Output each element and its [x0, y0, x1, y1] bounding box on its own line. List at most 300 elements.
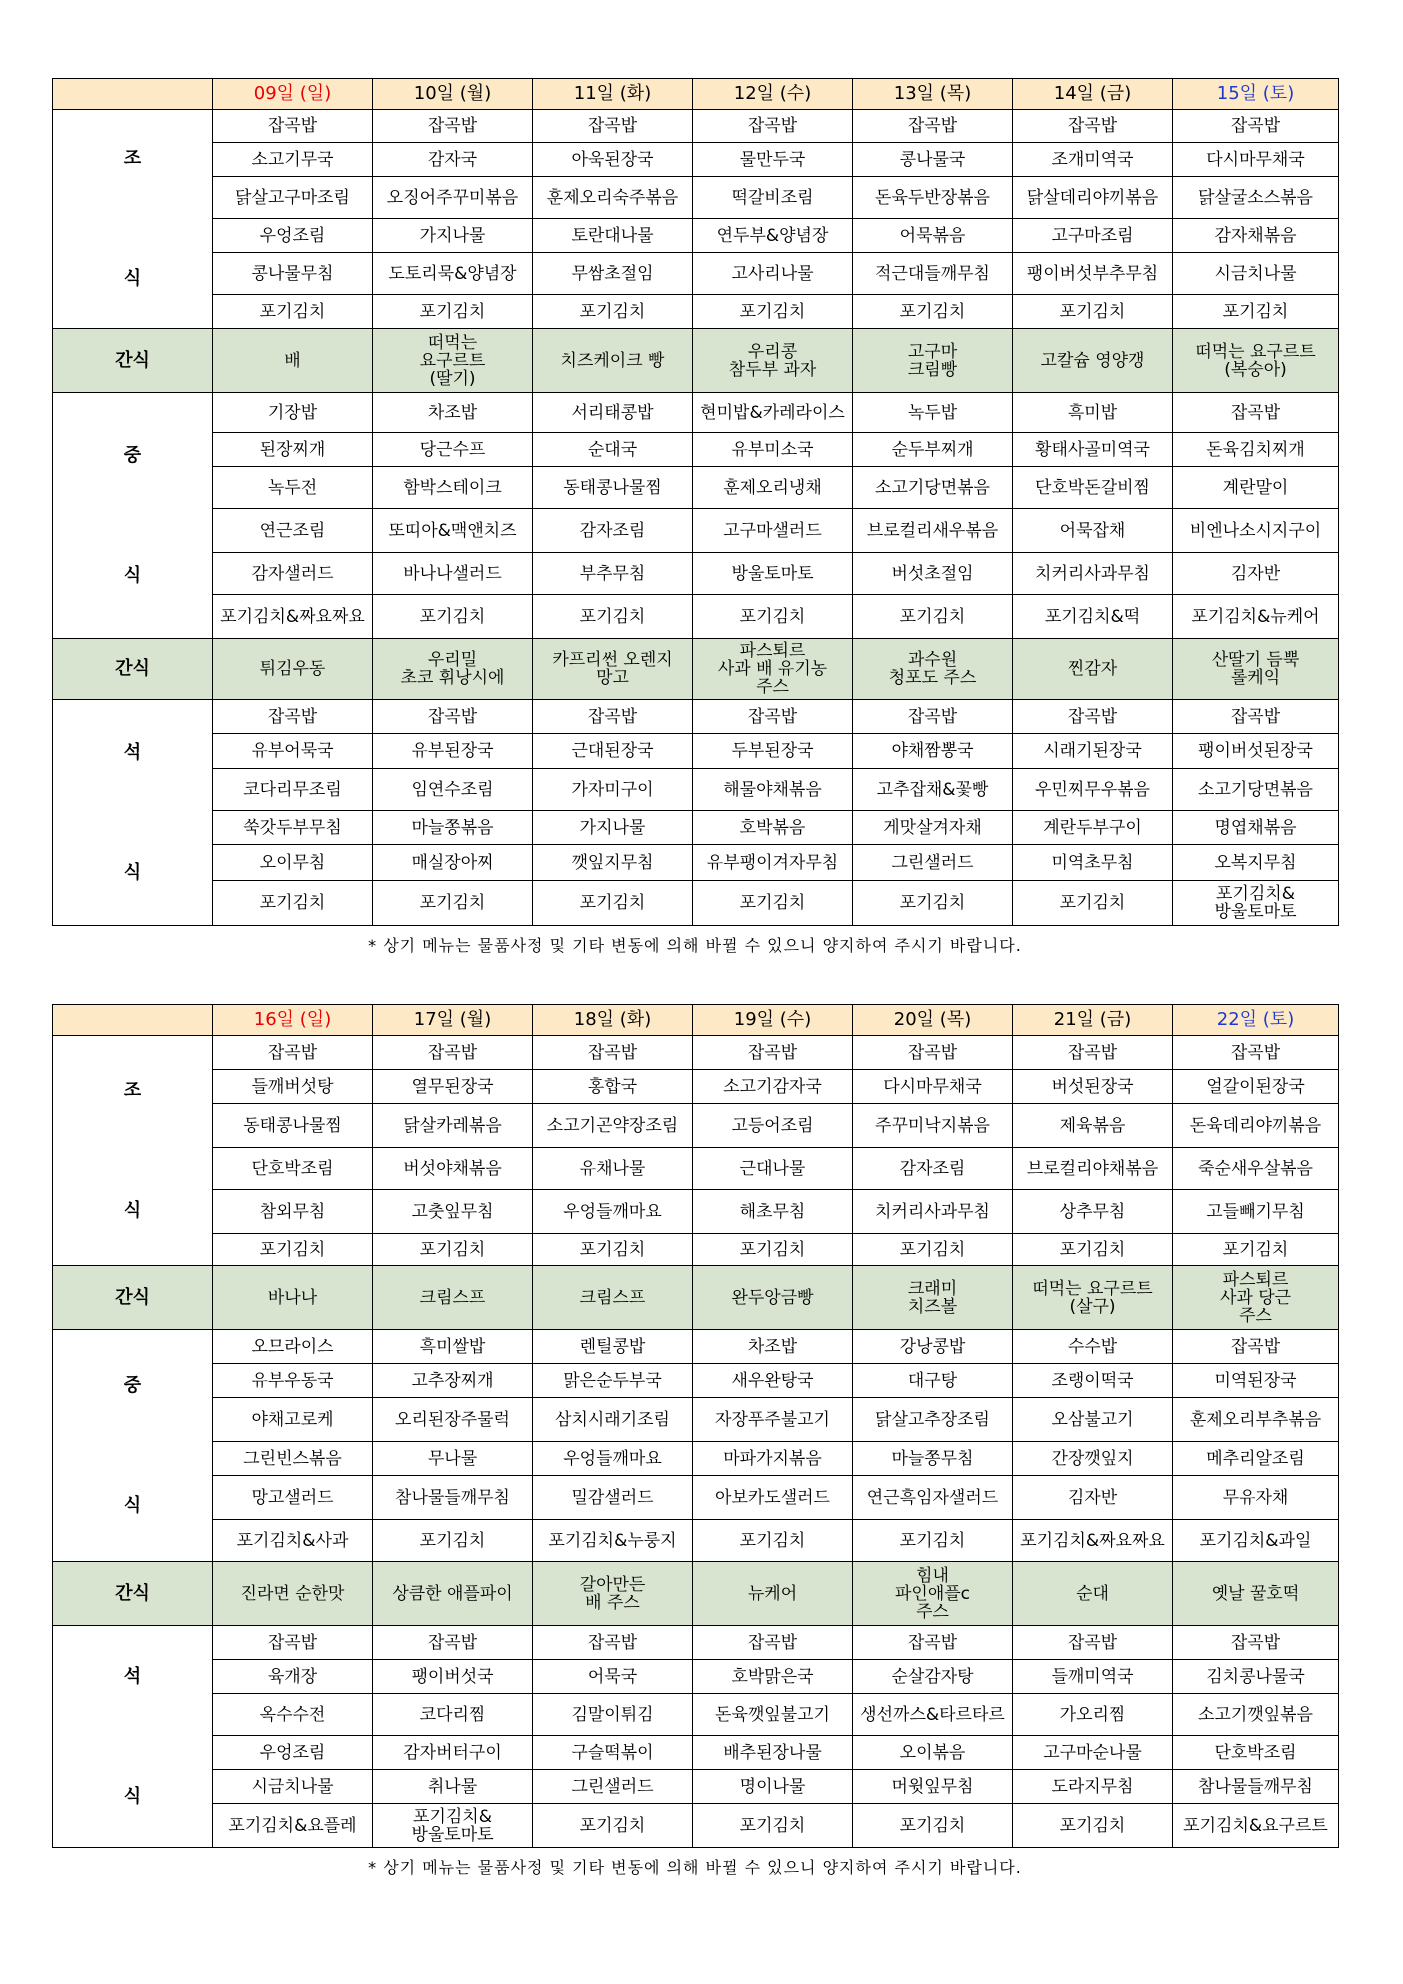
menu-item: 잡곡밥: [373, 1036, 533, 1070]
menu-item: 콩나물국: [853, 143, 1013, 177]
menu-item: 포기김치: [853, 595, 1013, 639]
menu-item: 감자국: [373, 143, 533, 177]
menu-item: 동태콩나물찜: [213, 1104, 373, 1148]
menu-item: 잡곡밥: [213, 1626, 373, 1660]
menu-item: 콩나물무침: [213, 253, 373, 295]
day-header: 13일 (목): [853, 79, 1013, 110]
menu-item: 계란말이: [1173, 467, 1339, 509]
meal-row: [53, 1070, 1339, 1104]
menu-item: 포기김치&짜요짜요: [1013, 1520, 1173, 1562]
menu-item: 메추리알조림: [1173, 1442, 1339, 1476]
menu-item: 팽이버섯된장국: [1173, 734, 1339, 769]
menu-item: 잡곡밥: [693, 110, 853, 143]
menu-item: 오복지무침: [1173, 845, 1339, 881]
day-header: 15일 (토): [1173, 79, 1339, 110]
meal-label: 중 식: [53, 1330, 213, 1562]
meal-row: [53, 734, 1339, 769]
menu-item: 부추무침: [533, 553, 693, 595]
meal-row: [53, 177, 1339, 219]
menu-item: 우리밀 초코 휘낭시에: [373, 639, 533, 700]
menu-item: 훈제오리숙주볶음: [533, 177, 693, 219]
menu-item: 고추잡채&꽃빵: [853, 769, 1013, 811]
menu-item: 기장밥: [213, 393, 373, 433]
menu-item: 팽이버섯국: [373, 1660, 533, 1694]
menu-item: 튀김우동: [213, 639, 373, 700]
menu-item: 포기김치: [373, 595, 533, 639]
menu-item: 시래기된장국: [1013, 734, 1173, 769]
menu-item: 참나물들깨무침: [1173, 1770, 1339, 1804]
menu-item: 브로컬리새우볶음: [853, 509, 1013, 553]
meal-row: [53, 881, 1339, 926]
menu-item: 참외무침: [213, 1190, 373, 1234]
menu-item: 포기김치&누룽지: [533, 1520, 693, 1562]
menu-item: 잡곡밥: [1013, 110, 1173, 143]
menu-item: 연근조림: [213, 509, 373, 553]
menu-item: 버섯초절임: [853, 553, 1013, 595]
menu-item: 잡곡밥: [533, 700, 693, 734]
menu-item: 당근수프: [373, 433, 533, 467]
menu-item: 김치콩나물국: [1173, 1660, 1339, 1694]
menu-item: 코다리무조림: [213, 769, 373, 811]
menu-item: 포기김치&떡: [1013, 595, 1173, 639]
menu-item: 제육볶음: [1013, 1104, 1173, 1148]
week-2-table: [52, 1004, 1339, 1848]
menu-item: 파스퇴르 사과 당근 주스: [1173, 1266, 1339, 1330]
meal-row: [53, 1442, 1339, 1476]
menu-item: 단호박돈갈비찜: [1013, 467, 1173, 509]
menu-item: 동태콩나물찜: [533, 467, 693, 509]
day-header: 18일 (화): [533, 1005, 693, 1036]
menu-item: 흑미쌀밥: [373, 1330, 533, 1364]
menu-item: 힘내 파인애플c 주스: [853, 1562, 1013, 1626]
meal-row: [53, 769, 1339, 811]
menu-item: 그린샐러드: [853, 845, 1013, 881]
menu-item: 흑미밥: [1013, 393, 1173, 433]
menu-item: 카프리썬 오렌지 망고: [533, 639, 693, 700]
menu-item: 순살감자탕: [853, 1660, 1013, 1694]
menu-item: 가오리찜: [1013, 1694, 1173, 1736]
menu-item: 치커리사과무침: [853, 1190, 1013, 1234]
menu-item: 포기김치: [853, 295, 1013, 329]
menu-item: 잡곡밥: [1173, 110, 1339, 143]
menu-item: 소고기감자국: [693, 1070, 853, 1104]
snack-row: [53, 329, 1339, 393]
meal-label: 간식: [53, 1562, 213, 1626]
menu-item: 잡곡밥: [533, 1036, 693, 1070]
menu-item: 물만두국: [693, 143, 853, 177]
menu-item: 잡곡밥: [1173, 1626, 1339, 1660]
snack-row: [53, 1562, 1339, 1626]
menu-item: 김자반: [1173, 553, 1339, 595]
menu-item: 갈아만든 배 주스: [533, 1562, 693, 1626]
menu-item: 옥수수전: [213, 1694, 373, 1736]
menu-item: 들깨버섯탕: [213, 1070, 373, 1104]
menu-item: 두부된장국: [693, 734, 853, 769]
menu-item: 밀감샐러드: [533, 1476, 693, 1520]
menu-item: 포기김치: [693, 595, 853, 639]
menu-item: 고구마샐러드: [693, 509, 853, 553]
menu-item: 배추된장나물: [693, 1736, 853, 1770]
menu-item: 유부된장국: [373, 734, 533, 769]
menu-item: 고구마조림: [1013, 219, 1173, 253]
menu-item: 삼치시래기조림: [533, 1398, 693, 1442]
menu-change-notice: * 상기 메뉴는 물품사정 및 기타 변동에 의해 바뀔 수 있으니 양지하여 주시기 바랍니다.: [368, 1858, 1022, 1877]
menu-item: 유부어묵국: [213, 734, 373, 769]
menu-item: 오삼불고기: [1013, 1398, 1173, 1442]
menu-item: 다시마무채국: [853, 1070, 1013, 1104]
day-header: 09일 (일): [213, 79, 373, 110]
menu-item: 호박볶음: [693, 811, 853, 845]
day-header: 21일 (금): [1013, 1005, 1173, 1036]
menu-item: 우리콩 참두부 과자: [693, 329, 853, 393]
meal-row: [53, 1036, 1339, 1070]
menu-item: 순두부찌개: [853, 433, 1013, 467]
menu-item: 치커리사과무침: [1013, 553, 1173, 595]
meal-row: [53, 1520, 1339, 1562]
menu-item: 잡곡밥: [373, 110, 533, 143]
day-header: 16일 (일): [213, 1005, 373, 1036]
menu-item: 고사리나물: [693, 253, 853, 295]
menu-item: 포기김치: [853, 1520, 1013, 1562]
menu-item: 무쌈초절임: [533, 253, 693, 295]
menu-item: 방울토마토: [693, 553, 853, 595]
menu-item: 된장찌개: [213, 433, 373, 467]
menu-item: 잡곡밥: [1013, 1626, 1173, 1660]
menu-item: 새우완탕국: [693, 1364, 853, 1398]
menu-item: 포기김치: [373, 295, 533, 329]
menu-item: 마늘쫑볶음: [373, 811, 533, 845]
meal-row: [53, 509, 1339, 553]
menu-item: 찐감자: [1013, 639, 1173, 700]
menu-item: 잡곡밥: [853, 700, 1013, 734]
menu-item: 생선까스&타르타르: [853, 1694, 1013, 1736]
menu-item: 잡곡밥: [1173, 1330, 1339, 1364]
menu-item: 미역초무침: [1013, 845, 1173, 881]
menu-item: 참나물들깨무침: [373, 1476, 533, 1520]
menu-item: 포기김치&방울토마토: [1173, 881, 1339, 926]
menu-item: 포기김치: [213, 295, 373, 329]
menu-item: 포기김치&뉴케어: [1173, 595, 1339, 639]
menu-item: 돈육두반장볶음: [853, 177, 1013, 219]
menu-item: 도라지무침: [1013, 1770, 1173, 1804]
menu-item: 강낭콩밥: [853, 1330, 1013, 1364]
menu-item: 감자샐러드: [213, 553, 373, 595]
menu-item: 포기김치&짜요짜요: [213, 595, 373, 639]
menu-item: 돈육깻잎불고기: [693, 1694, 853, 1736]
menu-item: 포기김치: [533, 295, 693, 329]
menu-item: 포기김치: [373, 1234, 533, 1266]
menu-item: 황태사골미역국: [1013, 433, 1173, 467]
menu-item: 떠먹는 요구르트 (복숭아): [1173, 329, 1339, 393]
menu-item: 진라면 순한맛: [213, 1562, 373, 1626]
menu-item: 오이무침: [213, 845, 373, 881]
menu-item: 소고기곤약장조림: [533, 1104, 693, 1148]
day-header: 20일 (목): [853, 1005, 1013, 1036]
menu-item: 포기김치: [213, 1234, 373, 1266]
menu-item: 우엉조림: [213, 1736, 373, 1770]
menu-item: 연근흑임자샐러드: [853, 1476, 1013, 1520]
meal-row: [53, 845, 1339, 881]
menu-item: 버섯된장국: [1013, 1070, 1173, 1104]
meal-row: [53, 1660, 1339, 1694]
menu-item: 순대: [1013, 1562, 1173, 1626]
menu-item: 함박스테이크: [373, 467, 533, 509]
day-header: 19일 (수): [693, 1005, 853, 1036]
menu-item: 닭살고구마조림: [213, 177, 373, 219]
day-header-row: [53, 1005, 1339, 1036]
menu-item: 아욱된장국: [533, 143, 693, 177]
menu-item: 포기김치: [1013, 1804, 1173, 1848]
menu-item: 산딸기 듬뿍 롤케익: [1173, 639, 1339, 700]
menu-item: 팽이버섯부추무침: [1013, 253, 1173, 295]
menu-item: 조랭이떡국: [1013, 1364, 1173, 1398]
menu-item: 잡곡밥: [693, 1036, 853, 1070]
menu-item: 근대된장국: [533, 734, 693, 769]
menu-item: 김말이튀김: [533, 1694, 693, 1736]
menu-item: 명엽채볶음: [1173, 811, 1339, 845]
meal-row: [53, 1364, 1339, 1398]
menu-item: 우엉들깨마요: [533, 1190, 693, 1234]
menu-item: 홍합국: [533, 1070, 693, 1104]
menu-item: 우엉조림: [213, 219, 373, 253]
menu-item: 야채고로케: [213, 1398, 373, 1442]
menu-item: 포기김치: [853, 1804, 1013, 1848]
menu-item: 쑥갓두부무침: [213, 811, 373, 845]
meal-row: [53, 811, 1339, 845]
menu-item: 주꾸미낙지볶음: [853, 1104, 1013, 1148]
menu-item: 유부팽이겨자무침: [693, 845, 853, 881]
day-header: 14일 (금): [1013, 79, 1173, 110]
day-header: 12일 (수): [693, 79, 853, 110]
menu-item: 크래미 치즈볼: [853, 1266, 1013, 1330]
menu-item: 크림스프: [373, 1266, 533, 1330]
day-header: 10일 (월): [373, 79, 533, 110]
meal-row: [53, 253, 1339, 295]
menu-item: 떡갈비조림: [693, 177, 853, 219]
menu-item: 무유자채: [1173, 1476, 1339, 1520]
meal-row: [53, 700, 1339, 734]
menu-item: 크림스프: [533, 1266, 693, 1330]
menu-item: 잡곡밥: [1173, 1036, 1339, 1070]
menu-item: 녹두밥: [853, 393, 1013, 433]
menu-item: 잡곡밥: [853, 1036, 1013, 1070]
menu-item: 포기김치: [533, 595, 693, 639]
menu-item: 포기김치: [1013, 295, 1173, 329]
menu-change-notice: * 상기 메뉴는 물품사정 및 기타 변동에 의해 바뀔 수 있으니 양지하여 주시기 바랍니다.: [368, 936, 1022, 955]
menu-item: 포기김치: [213, 881, 373, 926]
meal-row: [53, 1804, 1339, 1848]
menu-item: 버섯야채볶음: [373, 1148, 533, 1190]
menu-item: 가지나물: [533, 811, 693, 845]
menu-item: 돈육김치찌개: [1173, 433, 1339, 467]
menu-item: 닭살고추장조림: [853, 1398, 1013, 1442]
menu-item: 단호박조림: [1173, 1736, 1339, 1770]
menu-item: 브로컬리야채볶음: [1013, 1148, 1173, 1190]
menu-item: 비엔나소시지구이: [1173, 509, 1339, 553]
header-corner-cell: [53, 79, 213, 110]
menu-item: 포기김치&요플레: [213, 1804, 373, 1848]
menu-item: 망고샐러드: [213, 1476, 373, 1520]
menu-item: 가지나물: [373, 219, 533, 253]
menu-item: 포기김치: [1173, 1234, 1339, 1266]
menu-item: 순대국: [533, 433, 693, 467]
menu-item: 고들빼기무침: [1173, 1190, 1339, 1234]
menu-item: 머윗잎무침: [853, 1770, 1013, 1804]
menu-item: 잡곡밥: [533, 1626, 693, 1660]
menu-item: 가자미구이: [533, 769, 693, 811]
menu-item: 연두부&양념장: [693, 219, 853, 253]
menu-item: 포기김치: [693, 295, 853, 329]
week-1-table: [52, 78, 1339, 926]
menu-item: 적근대들깨무침: [853, 253, 1013, 295]
menu-item: 매실장아찌: [373, 845, 533, 881]
week-2-menu: [52, 1004, 1338, 1878]
menu-item: 현미밥&카레라이스: [693, 393, 853, 433]
menu-item: 또띠아&맥앤치즈: [373, 509, 533, 553]
week-1-menu: [52, 78, 1338, 956]
meal-label: 간식: [53, 329, 213, 393]
menu-item: 근대나물: [693, 1148, 853, 1190]
menu-item: 단호박조림: [213, 1148, 373, 1190]
menu-item: 포기김치: [693, 1804, 853, 1848]
menu-item: 닭살굴소스볶음: [1173, 177, 1339, 219]
menu-item: 포기김치: [533, 881, 693, 926]
menu-item: 잡곡밥: [373, 700, 533, 734]
menu-item: 고칼슘 영양갱: [1013, 329, 1173, 393]
menu-item: 닭살데리야끼볶음: [1013, 177, 1173, 219]
meal-label: 간식: [53, 639, 213, 700]
menu-item: 깻잎지무침: [533, 845, 693, 881]
menu-item: 포기김치&요구르트: [1173, 1804, 1339, 1848]
menu-item: 임연수조림: [373, 769, 533, 811]
menu-item: 포기김치: [853, 881, 1013, 926]
menu-item: 해초무침: [693, 1190, 853, 1234]
menu-item: 수수밥: [1013, 1330, 1173, 1364]
menu-item: 포기김치: [373, 1520, 533, 1562]
menu-item: 그린빈스볶음: [213, 1442, 373, 1476]
menu-item: 게맛살겨자채: [853, 811, 1013, 845]
menu-item: 유채나물: [533, 1148, 693, 1190]
meal-row: [53, 1148, 1339, 1190]
menu-item: 우엉들깨마요: [533, 1442, 693, 1476]
menu-item: 훈제오리부추볶음: [1173, 1398, 1339, 1442]
menu-item: 토란대나물: [533, 219, 693, 253]
meal-row: [53, 1770, 1339, 1804]
menu-item: 닭살카레볶음: [373, 1104, 533, 1148]
menu-item: 소고기깻잎볶음: [1173, 1694, 1339, 1736]
menu-item: 야채짬뽕국: [853, 734, 1013, 769]
menu-item: 포기김치&방울토마토: [373, 1804, 533, 1848]
snack-row: [53, 1266, 1339, 1330]
day-header: 22일 (토): [1173, 1005, 1339, 1036]
menu-item: 육개장: [213, 1660, 373, 1694]
meal-row: [53, 143, 1339, 177]
menu-item: 포기김치: [693, 881, 853, 926]
day-header: 17일 (월): [373, 1005, 533, 1036]
menu-item: 상추무침: [1013, 1190, 1173, 1234]
menu-item: 차조밥: [693, 1330, 853, 1364]
menu-item: 파스퇴르 사과 배 유기농 주스: [693, 639, 853, 700]
menu-item: 어묵국: [533, 1660, 693, 1694]
menu-item: 감자조림: [853, 1148, 1013, 1190]
menu-item: 잡곡밥: [853, 110, 1013, 143]
menu-item: 취나물: [373, 1770, 533, 1804]
menu-item: 맑은순두부국: [533, 1364, 693, 1398]
menu-item: 잡곡밥: [373, 1626, 533, 1660]
menu-item: 유부미소국: [693, 433, 853, 467]
header-corner-cell: [53, 1005, 213, 1036]
meal-row: [53, 219, 1339, 253]
menu-item: 포기김치: [533, 1234, 693, 1266]
menu-item: 시금치나물: [213, 1770, 373, 1804]
menu-item: 감자조림: [533, 509, 693, 553]
menu-item: 떠먹는 요구르트 (딸기): [373, 329, 533, 393]
meal-row: [53, 1736, 1339, 1770]
menu-item: 포기김치: [1013, 1234, 1173, 1266]
menu-item: 돈육데리야끼볶음: [1173, 1104, 1339, 1148]
menu-item: 오리된장주물럭: [373, 1398, 533, 1442]
menu-item: 고구마 크림빵: [853, 329, 1013, 393]
menu-item: 마늘쫑무침: [853, 1442, 1013, 1476]
menu-item: 잡곡밥: [1173, 393, 1339, 433]
menu-item: 마파가지볶음: [693, 1442, 853, 1476]
meal-row: [53, 110, 1339, 143]
menu-item: 포기김치: [693, 1234, 853, 1266]
meal-label: 석 식: [53, 1626, 213, 1848]
menu-item: 오이볶음: [853, 1736, 1013, 1770]
meal-row: [53, 433, 1339, 467]
menu-item: 아보카도샐러드: [693, 1476, 853, 1520]
menu-item: 그린샐러드: [533, 1770, 693, 1804]
menu-item: 오징어주꾸미볶음: [373, 177, 533, 219]
menu-item: 미역된장국: [1173, 1364, 1339, 1398]
meal-label: 석 식: [53, 700, 213, 926]
meal-label: 조 식: [53, 1036, 213, 1266]
meal-label: 간식: [53, 1266, 213, 1330]
menu-item: 소고기당면볶음: [1173, 769, 1339, 811]
menu-item: 잡곡밥: [693, 700, 853, 734]
menu-item: 해물야채볶음: [693, 769, 853, 811]
menu-item: 옛날 꿀호떡: [1173, 1562, 1339, 1626]
menu-item: 잡곡밥: [1173, 700, 1339, 734]
menu-item: 배: [213, 329, 373, 393]
menu-item: 바나나샐러드: [373, 553, 533, 595]
meal-label: 중 식: [53, 393, 213, 639]
menu-item: 계란두부구이: [1013, 811, 1173, 845]
menu-item: 치즈케이크 빵: [533, 329, 693, 393]
meal-row: [53, 1626, 1339, 1660]
menu-item: 죽순새우살볶음: [1173, 1148, 1339, 1190]
menu-item: 포기김치: [1013, 881, 1173, 926]
menu-item: 훈제오리냉채: [693, 467, 853, 509]
meal-row: [53, 1398, 1339, 1442]
menu-item: 포기김치&과일: [1173, 1520, 1339, 1562]
meal-row: [53, 295, 1339, 329]
menu-item: 고등어조림: [693, 1104, 853, 1148]
meal-row: [53, 553, 1339, 595]
menu-item: 잡곡밥: [213, 700, 373, 734]
menu-item: 호박맑은국: [693, 1660, 853, 1694]
menu-item: 시금치나물: [1173, 253, 1339, 295]
menu-item: 잡곡밥: [693, 1626, 853, 1660]
meal-row: [53, 467, 1339, 509]
menu-item: 고추장찌개: [373, 1364, 533, 1398]
menu-item: 무나물: [373, 1442, 533, 1476]
menu-item: 도토리묵&양념장: [373, 253, 533, 295]
menu-item: 어묵잡채: [1013, 509, 1173, 553]
meal-row: [53, 393, 1339, 433]
day-header-row: [53, 79, 1339, 110]
